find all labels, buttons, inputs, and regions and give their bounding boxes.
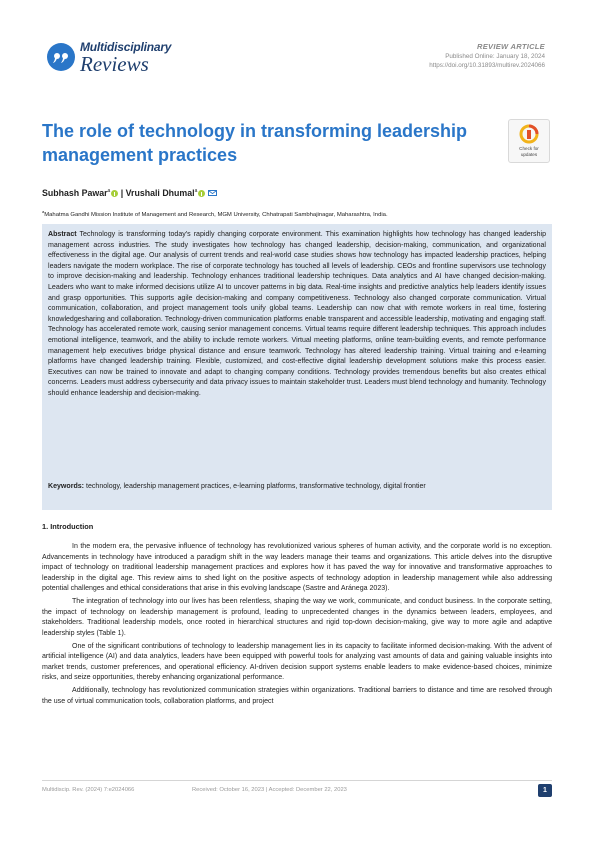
doi-link[interactable]: https://doi.org/10.31893/multirev.2024066 [429,62,545,69]
mail-icon[interactable] [208,190,217,196]
abstract-box [42,224,552,510]
page-number-badge: 1 [538,784,552,797]
check-updates-label: Check for updates [519,146,539,157]
affiliation: $^a$Mahatma Gandhi Mission Institute of Management and Research, MGM University, Chhatrapati Sambhajinagar, Maharashtra, India. [42,209,388,218]
check-updates-icon [519,124,539,144]
journal-name-bottom: Reviews [80,52,149,76]
abstract-text: Technology is transforming today's rapidly changing corporate environment. This examination highlights how technology has changed leadership management across industries. The study investigates how technology has changed leadership, decision-making, communication, and organizational effectiveness in the digital age. Our analysis of current trends and real-world case studies shows how technology has impacted leadership practices, helping leaders navigate the modern workplace. The rise of corporate technology has touched all levels of leadership. CEOs and frontline supervisors use technology to improve decision-making and leadership. Technology enhances traditional leadership techniques. Data analytics and AI have changed decision-making. Leaders who want to make informed decisions utilize AI to uncover patterns in big data. Real-time insights and predictive analytics help leaders identify issues and grasp opportunities. This supports agile decision-making and company competitiveness. Technology also changed corporate communication. Virtual communication, collaboration, and project management tools unify global teams. Leadership can now chat with remote workers in real time, fostering knowledgesharing and collaboration. Technology-driven communication platforms enable transparent and accessible leadership, motivating and engaging staff. Technology has accelerated remote work, causing senior management concerns. Virtual teams require different leadership techniques. This approach includes emotional intelligence, teamwork, and the ability to include remote workers. Virtual meeting platforms, online team-building events, and remote performance management help executives bridge physical distance and ensure teamwork. Technology has altered leadership training. Virtual training and e-learning platforms have changed leadership training. Flexible, customized, and cost-effective digital leadership development solutions make this process easier. Executives can now be trained to innovate and adapt to changing company conditions. Technology provides tremendous benefits but also creates ethical concerns. Leaders must address cybersecurity and data privacy issues to maintain stakeholder trust. Leaders must blend technology and humanity. Technology should enhance leadership and decision-making. [48,231,546,397]
paragraph: Additionally, technology has revolutionized communication strategies within organizations. Traditional barriers to distance and time are resolved through the use of virtual communication tools, collaboration platforms, and project [42,687,552,705]
abstract [48,230,546,400]
page-footer [42,780,552,799]
paragraph: The integration of technology into our lives has been relentless, shaping the way we work, communicate, and conduct business. In the corporate setting, the impact of technology on leadership management is profound, leading to unprecedented changes in the dynamics between leaders, employees, and stakeholders. Traditional leadership models, once rooted in hierarchical structures and rigid top-down decision-making, give way to more agile and adaptive leadership styles (Table 1). [42,598,552,637]
keywords [48,482,546,493]
quote-bubble-icon [46,42,76,72]
author-name[interactable]: Vrushali Dhumal [125,188,195,198]
article-meta-header [285,42,545,70]
paragraph: One of the significant contributions of technology to leadership management lies in its capacity to facilitate informed decision-making. With the advent of artificial intelligence (AI) and data analytics, leaders have been equipped with powerful tools for analyzing vast amounts of data and gaining valuable insights into market trends, customer preferences, and operational efficiency. AI-driven decision support systems enable leaders to make evidence-based choices, minimize risks, and seize opportunities, thereby enhancing organizational performance. [42,642,552,682]
journal-logo[interactable] [46,40,186,76]
introduction-body [42,542,552,710]
journal-name-top: Multidisciplinary [80,40,172,54]
article-type: REVIEW ARTICLE [477,42,545,51]
orcid-icon[interactable] [198,190,205,197]
footer-citation: Multidiscip. Rev. (2024) 7:e2024066 [42,787,135,793]
section-heading-introduction: 1. Introduction [42,522,94,531]
published-date: Published Online: January 18, 2024 [445,53,545,60]
author-list: Subhash Pawar$^a$ | Vrushali Dhumal$^a$ [42,188,217,198]
abstract-label: Abstract [48,231,77,238]
author-name[interactable]: Subhash Pawar [42,188,108,198]
keywords-text: technology, leadership management practices, e-learning platforms, transformative technology, digital frontier [86,483,426,490]
keywords-label: Keywords: [48,483,85,490]
article-title: The role of technology in transforming leadership management practices [42,121,468,165]
footer-dates: Received: October 16, 2023 | Accepted: December 22, 2023 [192,787,347,793]
check-for-updates-button[interactable] [508,119,550,163]
paragraph: In the modern era, the pervasive influence of technology has revolutionized various spheres of human activity, and the corporate world is no exception. Advancements in technology have introduced a paradigm shift in the way leaders manage their teams and organizations. This article delves into the disruptive impact of technology on traditional leadership management practices and explores how it has paved the way for innovative and transformative approaches to leadership in the digital age. This review aims to shed light on the positive aspects of technology adoption in leadership management while also addressing potential challenges and ethical considerations that arise in this evolving landscape (Sastre and Aránega 2023). [42,543,552,592]
